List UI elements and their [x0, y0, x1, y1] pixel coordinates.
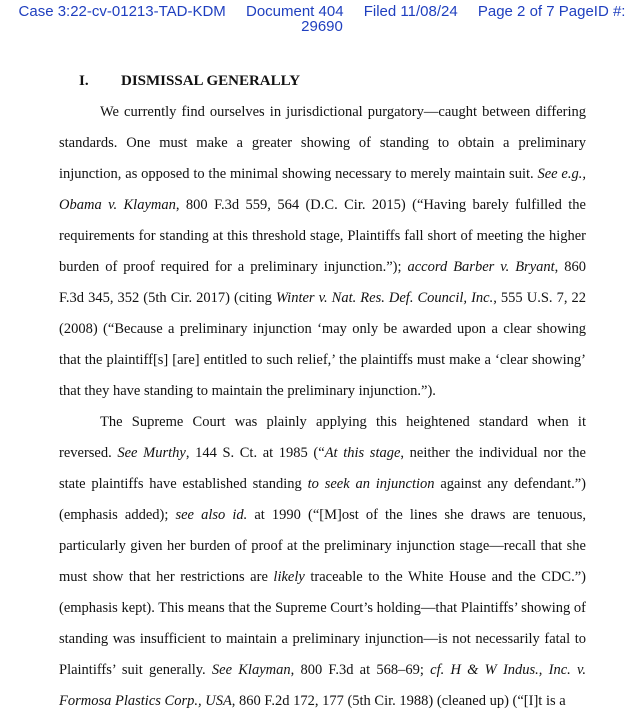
- page-id: 29690: [301, 18, 343, 35]
- p1-text-4: , 555 U.S. 7, 22 (2008) (“Because a preliminary injunction ‘may only be awarded upon a clear showing that the plaintiff[s] [are] entitled to such relief,’ the plaintiffs must make a ‘clear showing’ that they have standing to maintain the preliminary injunction.”).: [59, 290, 586, 399]
- p2-cite-hw: cf. H & W Indus., Inc. v. Formosa Plastics Corp., USA: [59, 662, 586, 709]
- p2-emph-injunction: to seek an injunction: [307, 476, 435, 492]
- p2-cite-see-also: see also id.: [175, 507, 248, 523]
- p2-text-4: against any defendant.”) (emphasis added);: [59, 476, 587, 523]
- p2-emph-stage: At this stage: [324, 445, 401, 461]
- p2-text-1: The Supreme Court was plainly applying this heightened standard when it reversed.: [59, 414, 586, 461]
- p2-text-2: , 144 S. Ct. at 1985 (“: [185, 445, 325, 461]
- document-number: Document 404: [245, 3, 344, 20]
- court-filing-header: [0, 4, 644, 34]
- p2-text-8: , 860 F.2d 172, 177 (5th Cir. 1988) (cleaned up) (“[I]t is a: [231, 693, 566, 709]
- p2-text-5: at 1990 (“[M]ost of the lines she draws are tenuous, particularly given her burden of proof at the preliminary injunction stage—recall that she must show that her restrictions are: [59, 507, 586, 585]
- section-number: I.: [79, 73, 89, 89]
- p2-cite-klayman: See Klayman: [211, 662, 291, 678]
- paragraph-2: [59, 407, 586, 717]
- p2-text-3: , neither the individual nor the state plaintiffs have established standing: [59, 445, 586, 492]
- p2-text-7: , 800 F.3d at 568–69;: [290, 662, 431, 678]
- filed-date: Filed 11/08/24: [363, 3, 458, 20]
- p1-cite-winter: Winter v. Nat. Res. Def. Council, Inc.: [275, 290, 494, 306]
- p1-text-2: , 800 F.3d 559, 564 (D.C. Cir. 2015) (“Having barely fulfilled the requirements for standing at this threshold stage, Plaintiffs fall short of meeting the higher burden of proof required for a preliminary injunction.”);: [59, 197, 586, 275]
- p1-cite-see: See e.g., Obama v. Klayman: [59, 166, 586, 213]
- p2-cite-murthy: See Murthy: [117, 445, 186, 461]
- section-title: DISMISSAL GENERALLY: [121, 73, 301, 89]
- section-heading: [79, 73, 300, 90]
- p1-text-3: , 860 F.3d 345, 352 (5th Cir. 2017) (citing: [59, 259, 586, 306]
- p1-cite-accord: accord Barber v. Bryant: [407, 259, 555, 275]
- p1-text-1: We currently find ourselves in jurisdictional purgatory—caught between differing standards. One must make a greater showing of standing to obtain a preliminary injunction, as opposed to the minimal showing necessary to merely maintain suit.: [59, 104, 586, 182]
- p2-emph-likely: likely: [273, 569, 305, 585]
- paragraph-1: [59, 97, 586, 407]
- case-number: Case 3:22-cv-01213-TAD-KDM: [18, 3, 226, 20]
- p2-text-6: traceable to the White House and the CDC.”) (emphasis kept). This means that the Supreme Court’s holding—that Plaintiffs’ showing of standing was insufficient to maintain a preliminary injunction—is not necessarily fatal to Plaintiffs’ suit generally.: [59, 569, 586, 678]
- page-info: Page 2 of 7 PageID #:: [477, 3, 626, 20]
